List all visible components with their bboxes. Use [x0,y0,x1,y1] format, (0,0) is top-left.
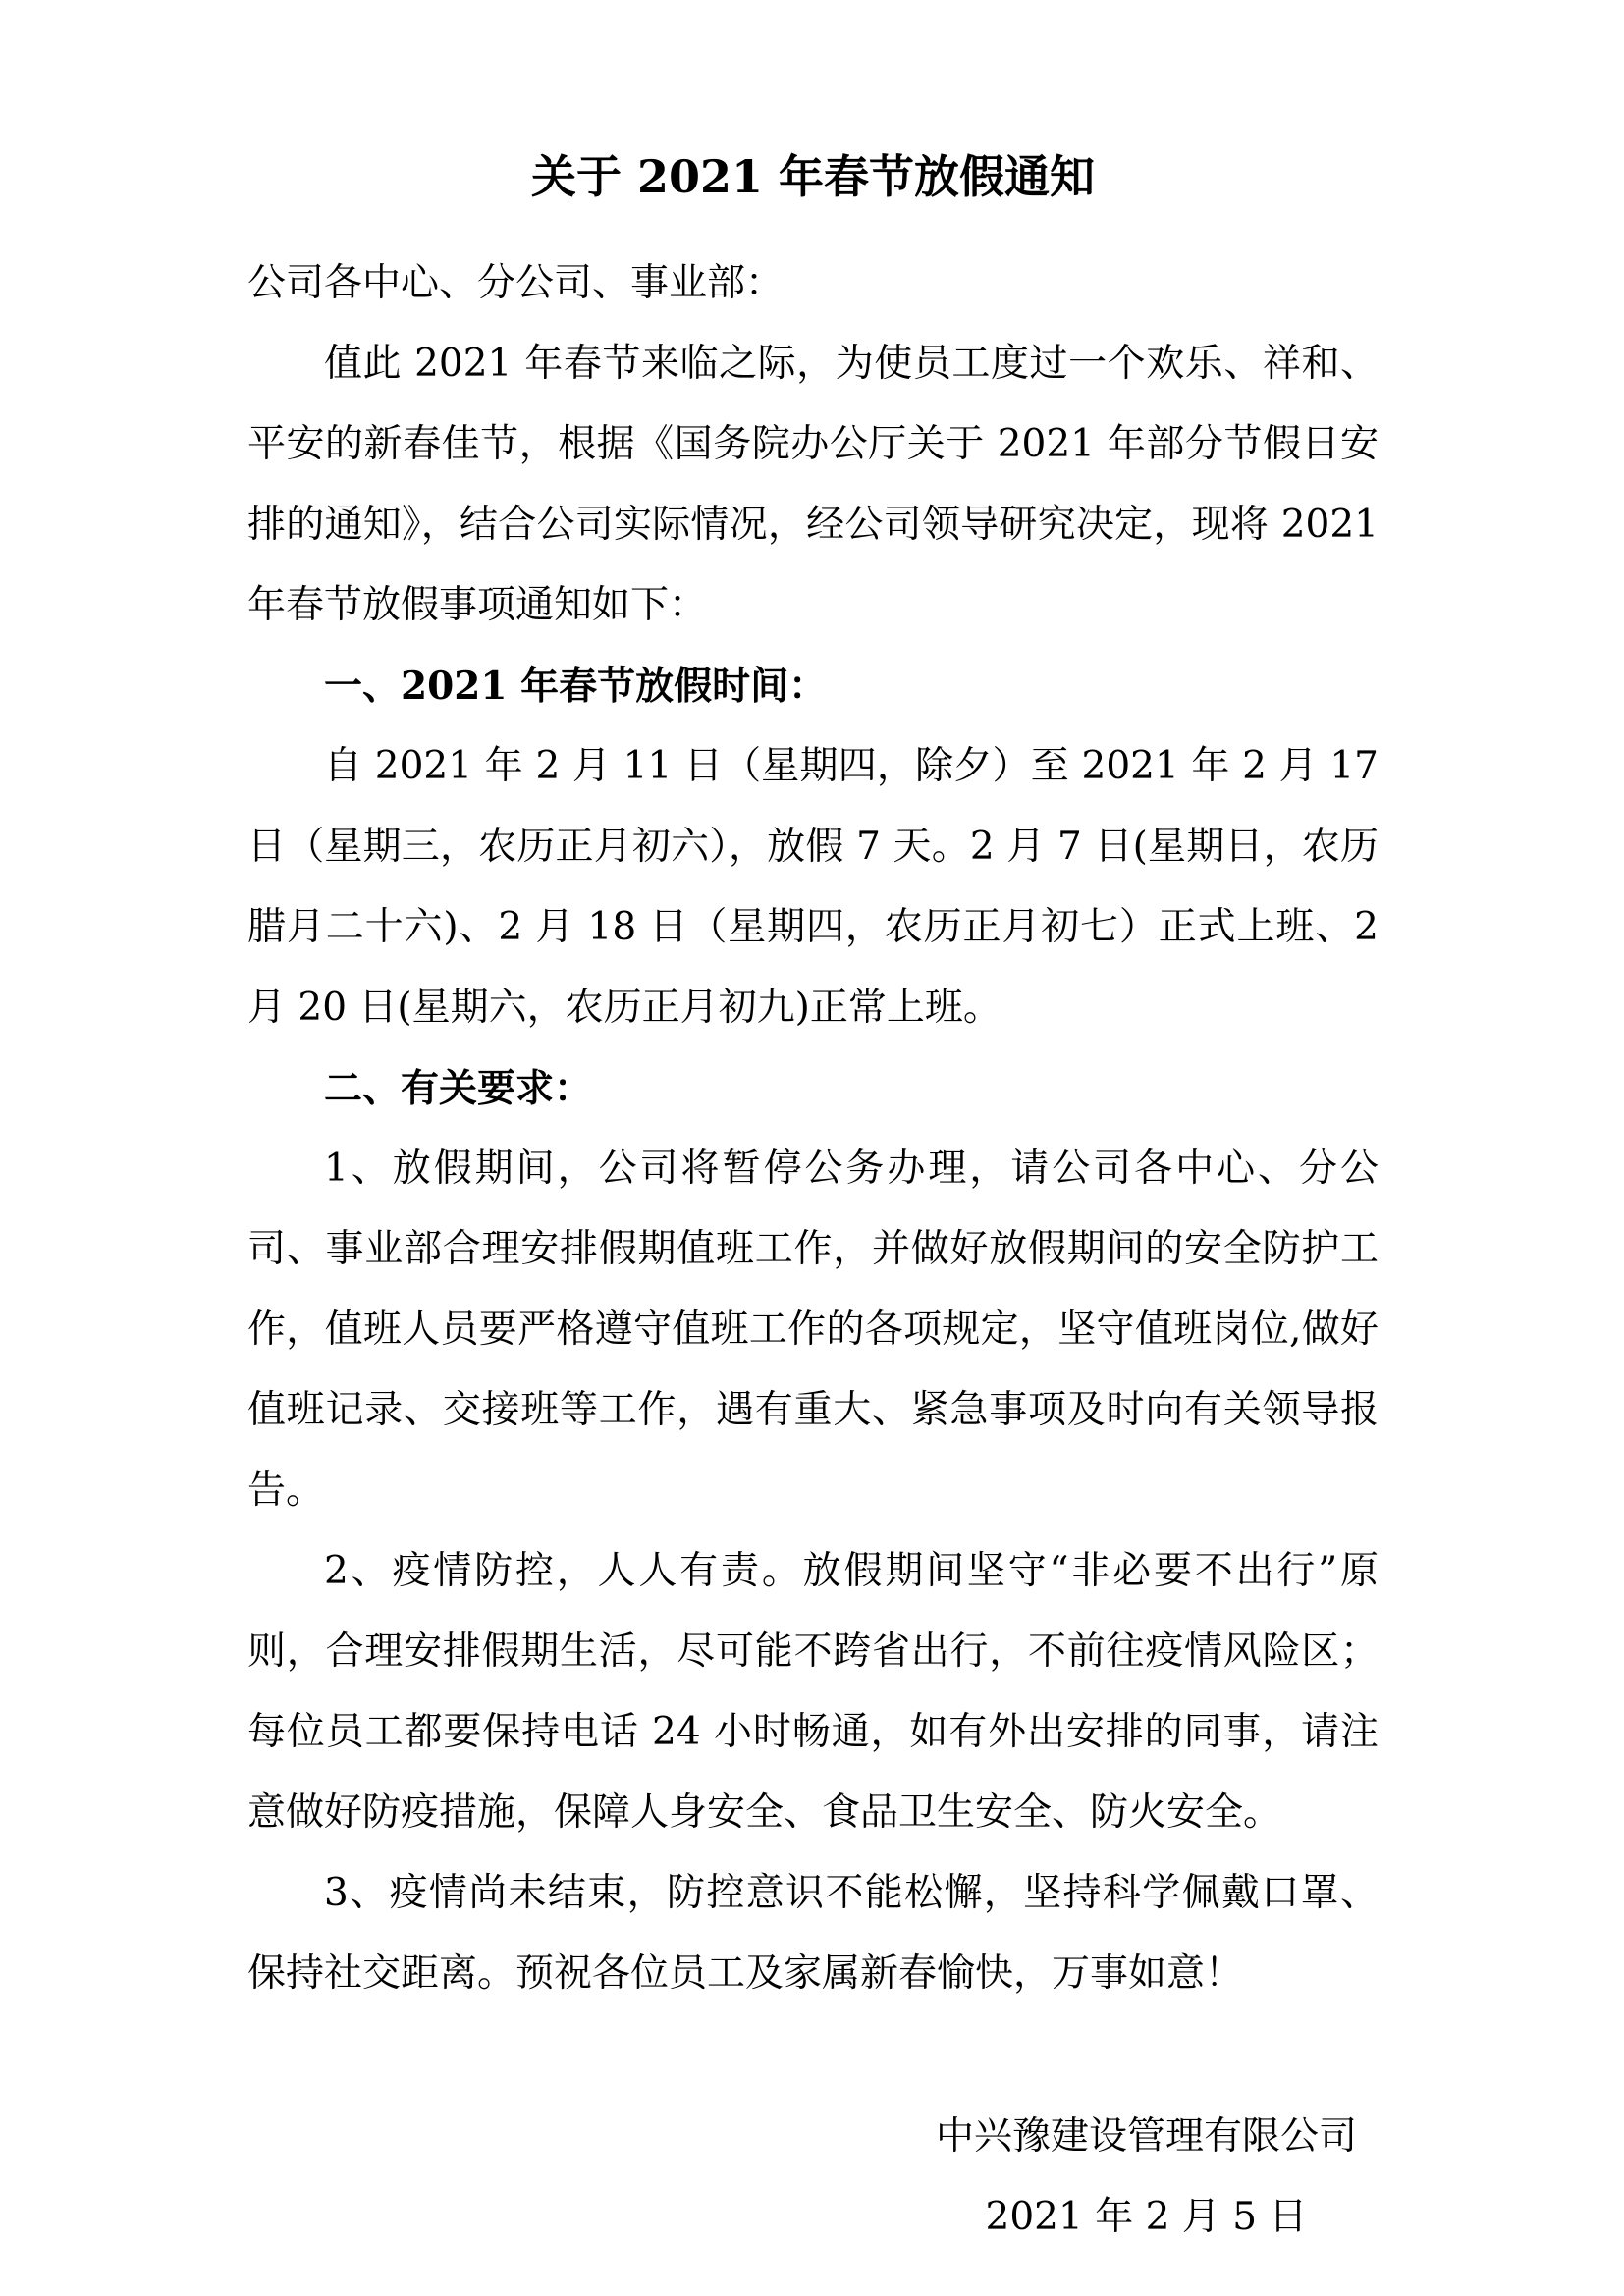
requirement-paragraph-2: 2、疫情防控，人人有责。放假期间坚守“非必要不出行”原则，合理安排假期生活，尽可能不跨省出行，不前往疫情风险区；每位员工都要保持电话 24 小时畅通，如有外出安排的同事，请注意做好防疫措施，保障人身安全、食品卫生安全、防火安全。 [247,1549,1379,1835]
signature-block [247,2097,1379,2258]
section-heading-holiday-time: 一、2021 年春节放假时间： [324,664,828,709]
holiday-schedule-paragraph: 自 2021 年 2 月 11 日（星期四，除夕）至 2021 年 2 月 17 日（星期三，农历正月初六），放假 7 天。2 月 7 日(星期日，农历腊月二十六)、2 月 18 日（星期四，农历正月初七）正式上班、2 月 20 日(星期六，农历正月初九)正常上班。 [247,744,1379,1030]
requirement-paragraph-1: 1、放假期间，公司将暂停公务办理，请公司各中心、分公司、事业部合理安排假期值班工作，并做好放假期间的安全防护工作，值班人员要严格遵守值班工作的各项规定，坚守值班岗位,做好值班记录、交接班等工作，遇有重大、紧急事项及时向有关领导报告。 [247,1147,1379,1513]
document-title: 关于 2021 年春节放假通知 [530,150,1096,203]
requirement-paragraph-3: 3、疫情尚未结束，防控意识不能松懈，坚持科学佩戴口罩、保持社交距离。预祝各位员工及家属新春愉快，万事如意！ [247,1871,1379,1996]
signature-date: 2021 年 2 月 5 日 [985,2195,1308,2239]
section-heading-requirements: 二、有关要求： [324,1066,593,1111]
signature-company: 中兴豫建设管理有限公司 [935,2114,1357,2159]
signature-inner [936,2097,1357,2258]
salutation-line: 公司各中心、分公司、事业部： [247,261,785,305]
intro-paragraph: 值此 2021 年春节来临之际，为使员工度过一个欢乐、祥和、平安的新春佳节，根据《国务院办公厅关于 2021 年部分节假日安排的通知》，结合公司实际情况，经公司领导研究决定，现将 2021 年春节放假事项通知如下： [247,342,1379,627]
